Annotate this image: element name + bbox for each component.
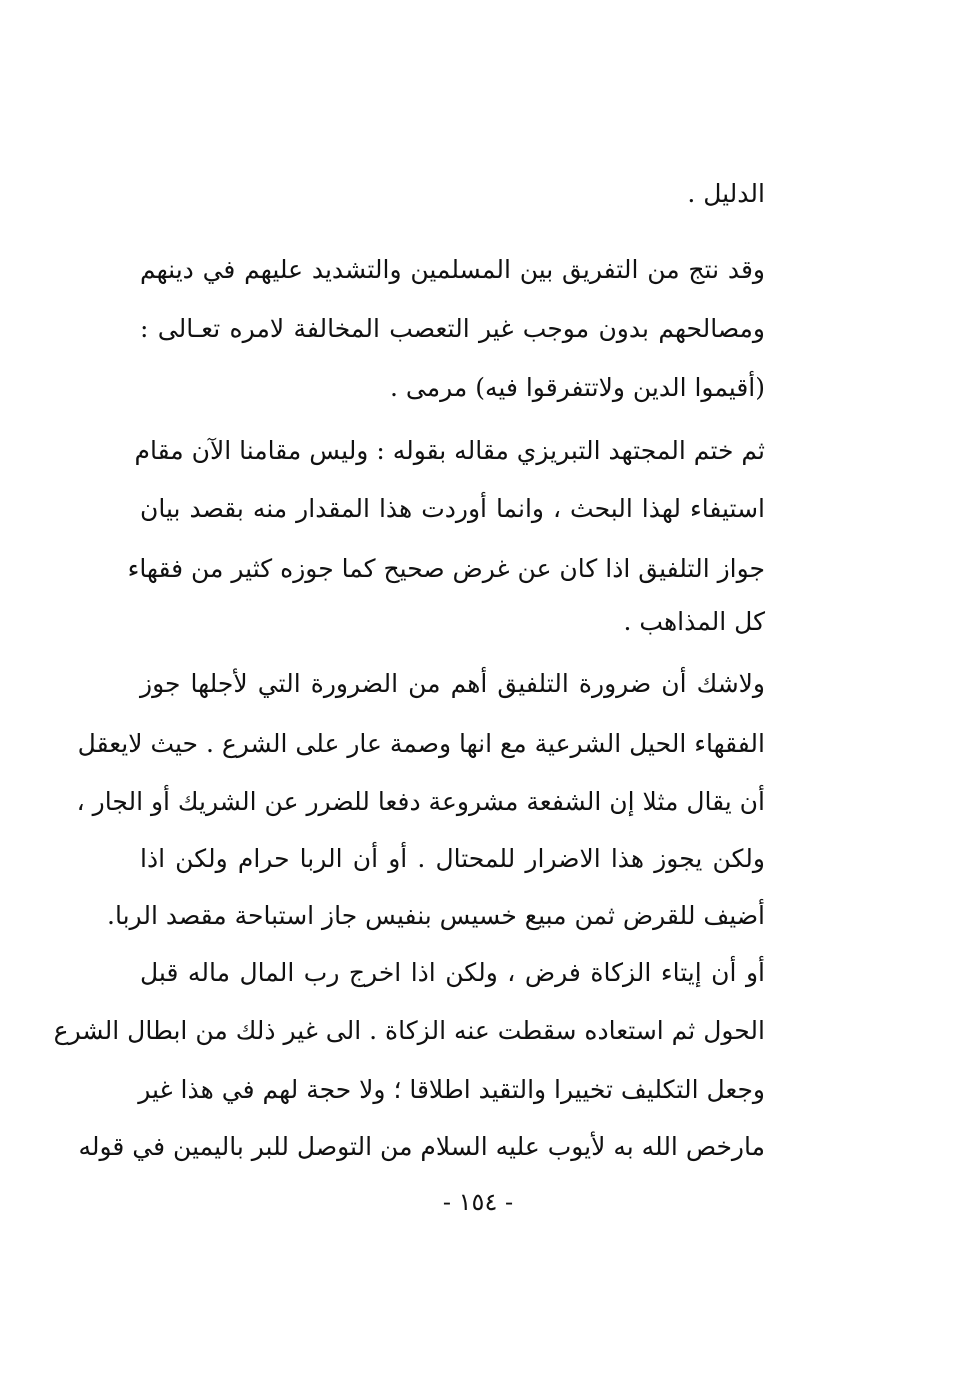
text-line-14: أو أن إيتاء الزكاة فرض ، ولكن اذا اخرج رب المال ماله قبل [140,958,765,987]
body-text [53,0,765,1180]
text-line-1: الدليل . [687,179,765,208]
text-line-3: ومصالحهم بدون موجب غير التعصب المخالفة لامره تعـالى : [140,314,765,343]
text-line-16: وجعل التكليف تخييرا والتقيد اطلاقا ؛ ولا حجة لهم في هذا غير [138,1075,765,1104]
text-line-15: الحول ثم استعاده سقطت عنه الزكاة . الى غير ذلك من ابطال الشرع [53,1016,765,1045]
text-line-5: ثم ختم المجتهد التبريزي مقاله بقوله : وليس مقامنا الآن مقام [134,436,765,465]
text-line-9: ولاشك أن ضرورة التلفيق أهم من الضرورة التي لأجلها جوز [140,669,765,698]
text-line-7: جواز التلفيق اذا كان عن غرض صحيح كما جوزه كثير من فقهاء [127,554,765,583]
text-line-2: وقد نتج من التفريق بين المسلمين والتشديد عليهم في دينهم [140,255,765,284]
text-line-4: (أقيموا الدين ولاتتفرقوا فيه) مرمى . [389,373,765,402]
text-line-6: استيفاء لهذا البحث ، وانما أوردت هذا المقدار منه بقصد بيان [140,494,765,523]
page-number: - ١٥٤ - [442,1188,514,1216]
text-line-11: أن يقال مثلا إن الشفعة مشروعة دفعا للضرر عن الشريك أو الجار ، [76,787,765,816]
text-line-10: الفقهاء الحيل الشرعية مع انها وصمة عار على الشرع . حيث لايعقل [77,729,765,758]
text-line-8: كل المذاهب . [623,607,765,636]
text-line-12: ولكن يجوز هذا الاضرار للمحتال . أو أن الربا حرام ولكن اذا [140,844,765,873]
text-line-13: أضيف للقرض ثمن مبيع خسيس بنفيس جاز استباحة مقصد الربا. [107,901,765,930]
text-line-17: مارخص الله به لأيوب عليه السلام من التوصل للبر باليمين في قوله [78,1132,765,1161]
